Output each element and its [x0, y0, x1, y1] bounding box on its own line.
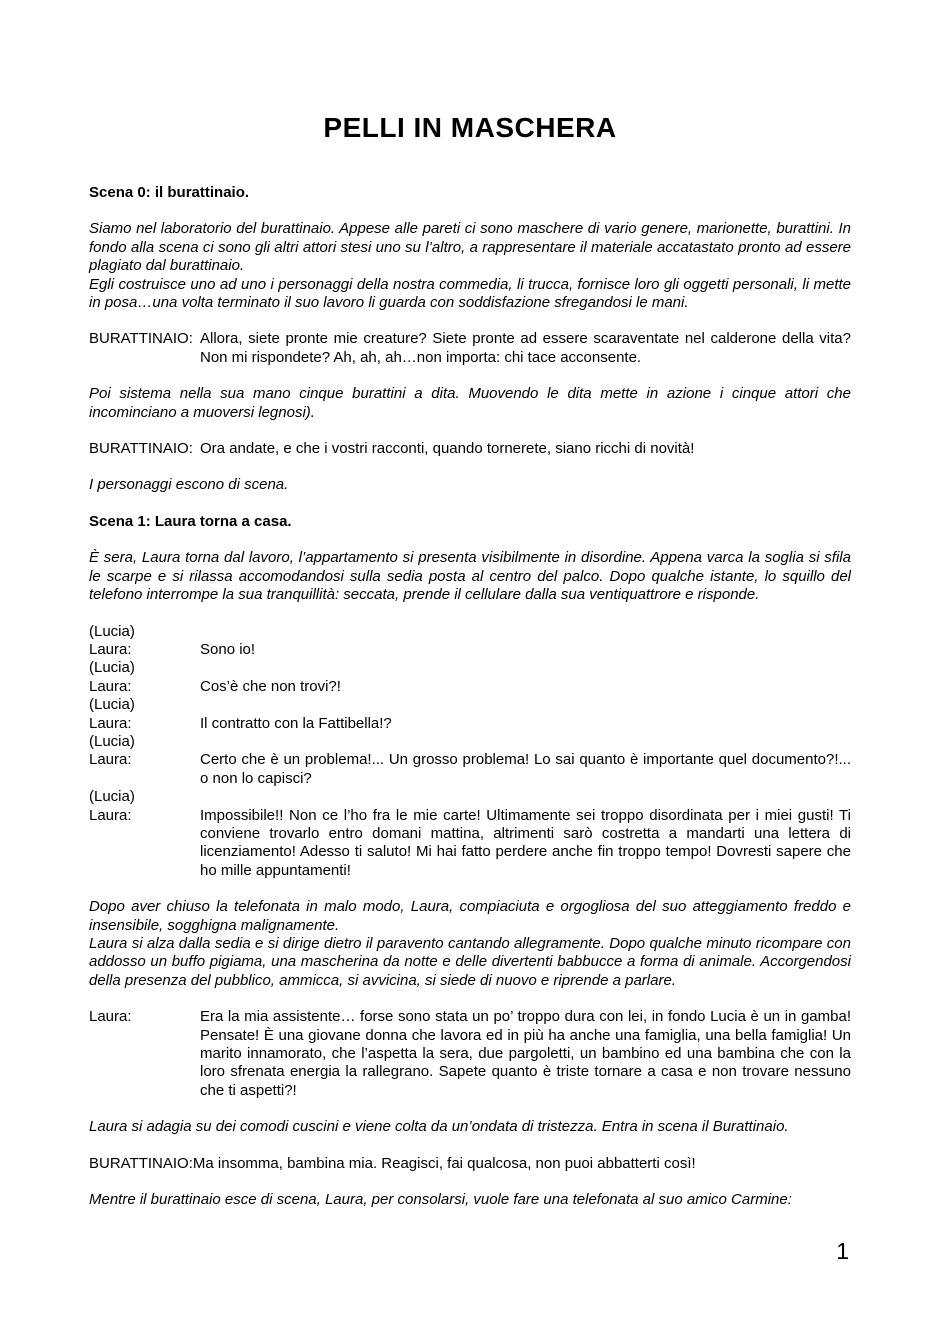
speech-text: Sono io! [200, 640, 256, 658]
speech-text: Cos’è che non trovi?! [200, 677, 341, 695]
dialogue-line [89, 1008, 851, 1100]
stage-direction: Mentre il burattinaio esce di scena, Laura, per consolarsi, vuole fare una telefonata al suo amico Carmine: [89, 1191, 792, 1209]
dialogue-line [89, 440, 851, 458]
dialogue-line [89, 678, 851, 696]
speech-text: Allora, siete pronte mie creature? Siete pronte ad essere scaraventate nel calderone della vita? Non mi rispondete? Ah, ah, ah…non importa: chi tace acconsente. [200, 330, 851, 366]
speech-text: Era la mia assistente… forse sono stata un po’ troppo dura con lei, in fondo Lucia è un in gamba! Pensate! È una giovane donna che lavora ed in più ha anche una famiglia, una bella famiglia! Un marito innamorato, che l’aspetta la sera, due pargoletti, un bambino ed una bambina che con la loro sfrenata energia la rallegrano. Sapete quanto è triste tornare a casa e non trovare nessuno che ti aspetti?! [200, 1008, 851, 1099]
cue-line: (Lucia) [89, 659, 135, 677]
document-title: PELLI IN MASCHERA [323, 112, 617, 143]
dialogue-line-inline: BURATTINAIO:Ma insomma, bambina mia. Reagisci, fai qualcosa, non puoi abbatterti così! [89, 1154, 696, 1172]
speech-text: Ora andate, e che i vostri racconti, quando tornerete, siano ricchi di novità! [200, 440, 695, 458]
cue-line: (Lucia) [89, 622, 135, 640]
stage-direction: I personaggi escono di scena. [89, 476, 289, 494]
stage-direction: Laura si alza dalla sedia e si dirige dietro il paravento cantando allegramente. Dopo qualche minuto ricompare con addosso un buffo pigiama, una mascherina da notte e delle divertenti babbucce a forma di animale. Accorgendosi della presenza del pubblico, ammicca, si avvicina, si siede di nuovo e riprende a parlare. [89, 935, 851, 989]
stage-direction: Egli costruisce uno ad uno i personaggi della nostra commedia, li trucca, fornisce loro gli oggetti personali, li mette in posa…una volta terminato il suo lavoro li guarda con soddisfazione sfregandosi le mani. [89, 275, 851, 312]
speaker-name: Laura: [89, 714, 132, 732]
stage-direction: Dopo aver chiuso la telefonata in malo modo, Laura, compiaciuta e orgogliosa del suo atteggiamento freddo e insensibile, sogghigna malignamente. [89, 898, 851, 934]
speaker-name: Laura: [89, 677, 132, 695]
speaker-name: Laura: [89, 751, 132, 769]
cue-line: (Lucia) [89, 696, 135, 714]
dialogue-line [89, 641, 851, 659]
speech-text: Il contratto con la Fattibella!? [200, 714, 392, 732]
speaker-name: BURATTINAIO: [89, 440, 193, 458]
dialogue-line [89, 715, 851, 733]
speech-text: Impossibile!! Non ce l’ho fra le mie carte! Ultimamente sei troppo disordinata per i miei gusti! Ti conviene trovarlo entro domani mattina, altrimenti sarò costretta a mandarti una lettera di licenziamento! Adesso ti saluto! Mi hai fatto perdere anche fin troppo tempo! Dovresti sapere che ho mille appuntamenti! [200, 806, 851, 879]
speaker-name: Laura: [89, 1008, 132, 1026]
speaker-name: Laura: [89, 806, 132, 824]
speaker-name: Laura: [89, 640, 132, 658]
stage-direction: È sera, Laura torna dal lavoro, l’appartamento si presenta visibilmente in disordine. Appena varca la soglia si sfila le scarpe e si rilassa accomodandosi sulla sedia posta al centro del palco. Dopo qualche istante, lo squillo del telefono interrompe la sua tranquillità: seccata, prende il cellulare dalla sua ventiquattrore e risponde. [89, 549, 851, 604]
dialogue-line [89, 330, 851, 367]
stage-direction: Poi sistema nella sua mano cinque burattini a dita. Muovendo le dita mette in azione i cinque attori che incominciano a muoversi legnosi). [89, 385, 851, 421]
speaker-name: BURATTINAIO: [89, 330, 193, 348]
speech-text: Certo che è un problema!... Un grosso problema! Lo sai quanto è importante quel documento?!... o non lo capisci? [200, 751, 851, 787]
dialogue-line [89, 807, 851, 881]
scene-heading-0: Scena 0: il burattinaio. [89, 184, 250, 201]
stage-direction: Laura si adagia su dei comodi cuscini e viene colta da un’ondata di tristezza. Entra in scena il Burattinaio. [89, 1118, 789, 1136]
cue-line: (Lucia) [89, 788, 135, 806]
dialogue-line [89, 751, 851, 788]
scene-heading-1: Scena 1: Laura torna a casa. [89, 512, 292, 530]
page-number: 1 [836, 1238, 849, 1264]
stage-direction: Siamo nel laboratorio del burattinaio. Appese alle pareti ci sono maschere di vario genere, marionette, burattini. In fondo alla scena ci sono gli altri attori stesi uno su l’altro, a rappresentare il materiale accatastato pronto ad essere plagiato dal burattinaio. [89, 220, 851, 275]
cue-line: (Lucia) [89, 732, 135, 750]
